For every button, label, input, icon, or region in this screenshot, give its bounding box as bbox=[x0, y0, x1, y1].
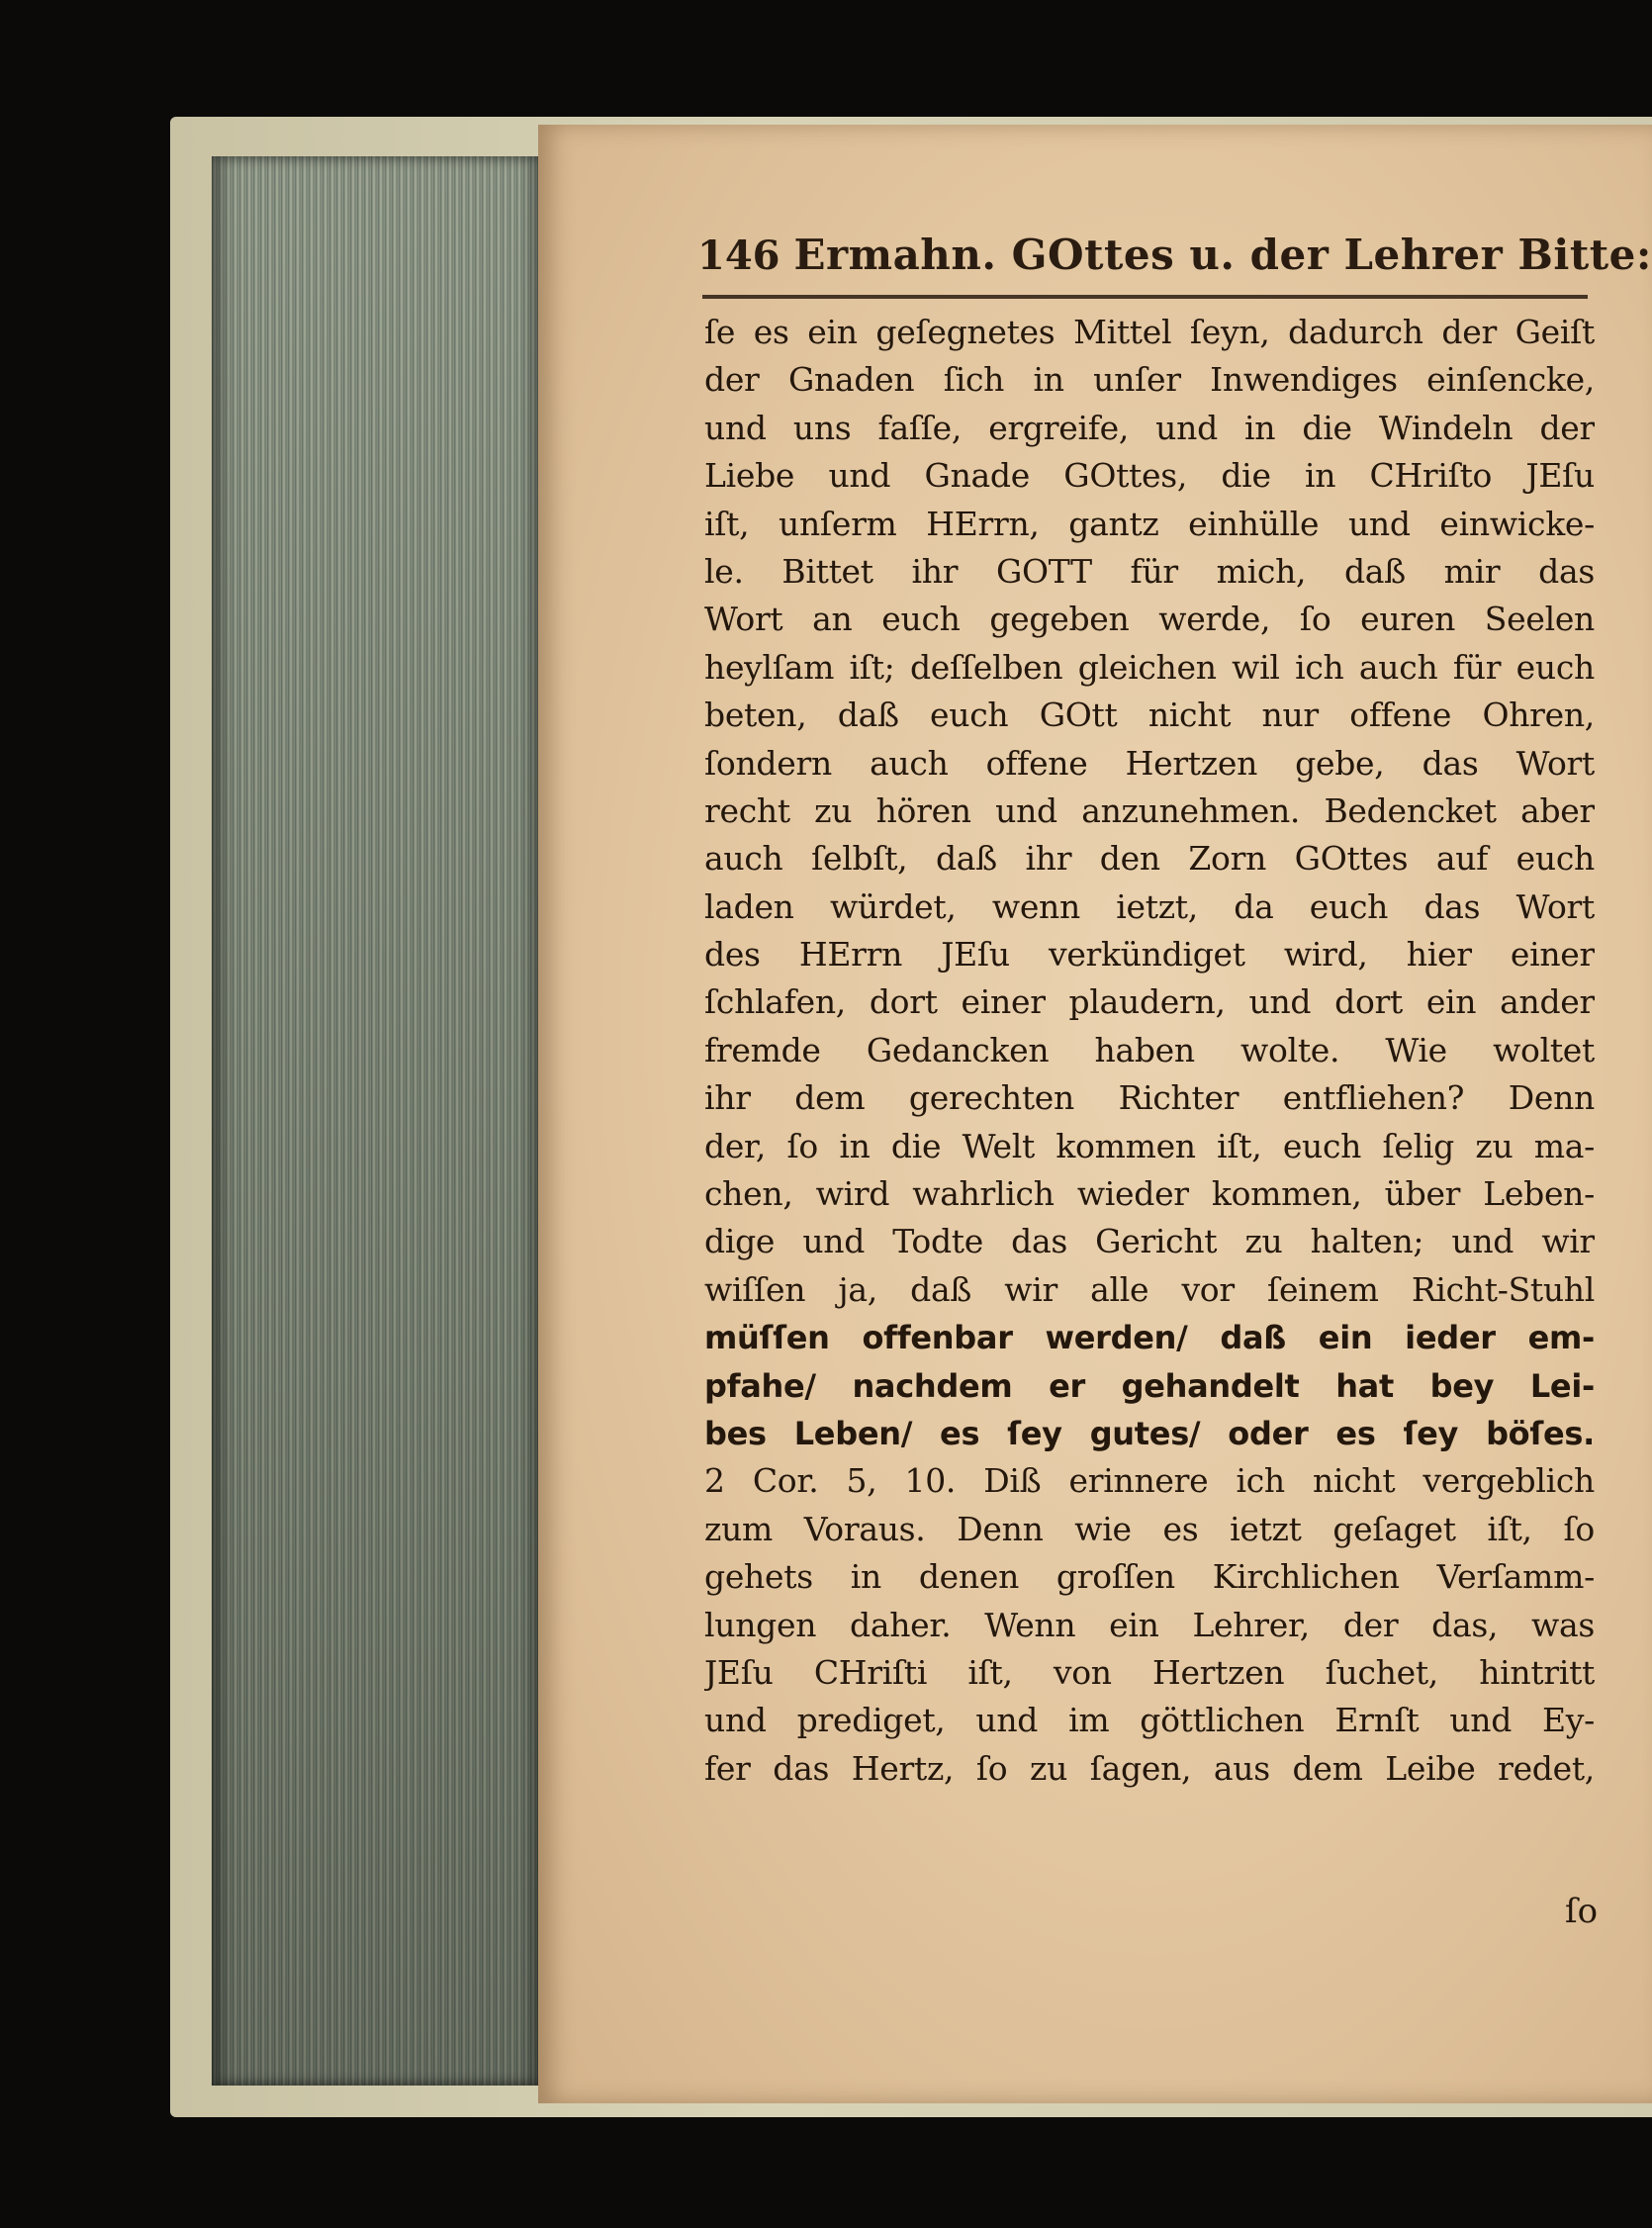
text-line: lungen daher. Wenn ein Lehrer, der das, was bbox=[704, 1605, 1595, 1644]
running-head-title: Ermahn. GOttes u. der Lehrer Bitte: bbox=[793, 231, 1652, 279]
text-line: iſt, unſerm HErrn, gantz einhülle und einwicke- bbox=[704, 504, 1595, 543]
text-line: Wort an euch gegeben werde, ſo euren Seelen bbox=[704, 600, 1595, 639]
text-line: chen, wird wahrlich wieder kommen, über Leben- bbox=[704, 1174, 1595, 1214]
text-line: Liebe und Gnade GOttes, die in CHriſto JEſu bbox=[704, 456, 1595, 496]
text-line: laden würdet, wenn ietzt, da euch das Wort bbox=[704, 886, 1595, 926]
text-line: der Gnaden ſich in unſer Inwendiges einſencke, bbox=[704, 360, 1595, 400]
text-line: ſchlafen, dort einer plaudern, und dort ein ander bbox=[704, 982, 1595, 1022]
running-head bbox=[697, 231, 1652, 290]
text-line: gehets in denen groſſen Kirchlichen Verſamm- bbox=[704, 1557, 1595, 1597]
text-line: der, ſo in die Welt kommen iſt, euch ſelig zu ma- bbox=[704, 1126, 1595, 1165]
text-line: ihr dem gerechten Richter entfliehen? Denn bbox=[704, 1078, 1595, 1118]
text-line: fer das Hertz, ſo zu ſagen, aus dem Leibe redet, bbox=[704, 1748, 1595, 1788]
body-text bbox=[704, 309, 1595, 1793]
text-line: le. Bittet ihr GOTT für mich, daß mir das bbox=[704, 551, 1595, 591]
text-line: beten, daß euch GOtt nicht nur offene Ohren, bbox=[704, 696, 1595, 735]
text-line: JEſu CHriſti iſt, von Hertzen ſuchet, hintritt bbox=[704, 1652, 1595, 1692]
text-line: ſondern auch offene Hertzen gebe, das Wort bbox=[704, 743, 1595, 783]
text-line: dige und Todte das Gericht zu halten; und wir bbox=[704, 1222, 1595, 1261]
text-line: und prediget, und im göttlichen Ernſt und Ey- bbox=[704, 1701, 1595, 1740]
text-line: auch ſelbſt, daß ihr den Zorn GOttes auf euch bbox=[704, 839, 1595, 879]
text-line: recht zu hören und anzunehmen. Bedencket aber bbox=[704, 790, 1595, 830]
header-rule bbox=[702, 295, 1588, 299]
text-line: fremde Gedancken haben wolte. Wie woltet bbox=[704, 1030, 1595, 1069]
catchword: ſo bbox=[1565, 1892, 1599, 1931]
text-line-emphasis: bes Leben/ es ſey gutes/ oder es ſey böſes. bbox=[704, 1414, 1595, 1452]
text-line: des HErrn JEſu verkündiget wird, hier einer bbox=[704, 935, 1595, 975]
text-line: und uns faſſe, ergreife, und in die Windeln der bbox=[704, 408, 1595, 447]
text-line-emphasis: pfahe/ nachdem er gehandelt hat bey Lei- bbox=[704, 1366, 1595, 1405]
text-line: ſe es ein geſegnetes Mittel ſeyn, dadurch der Geiſt bbox=[704, 313, 1595, 351]
text-line: 2 Cor. 5, 10. Diß erinnere ich nicht vergeblich bbox=[704, 1461, 1595, 1501]
text-line: zum Voraus. Denn wie es ietzt geſaget iſt, ſo bbox=[704, 1509, 1595, 1548]
text-line: wiſſen ja, daß wir alle vor ſeinem Richt-Stuhl bbox=[704, 1269, 1595, 1309]
text-line: heylſam iſt; deſſelben gleichen wil ich auch für euch bbox=[704, 647, 1595, 687]
page-number: 146 bbox=[697, 232, 780, 279]
text-line-emphasis: müſſen offenbar werden/ daß ein ieder em- bbox=[704, 1319, 1595, 1357]
page-edges bbox=[212, 156, 538, 2086]
